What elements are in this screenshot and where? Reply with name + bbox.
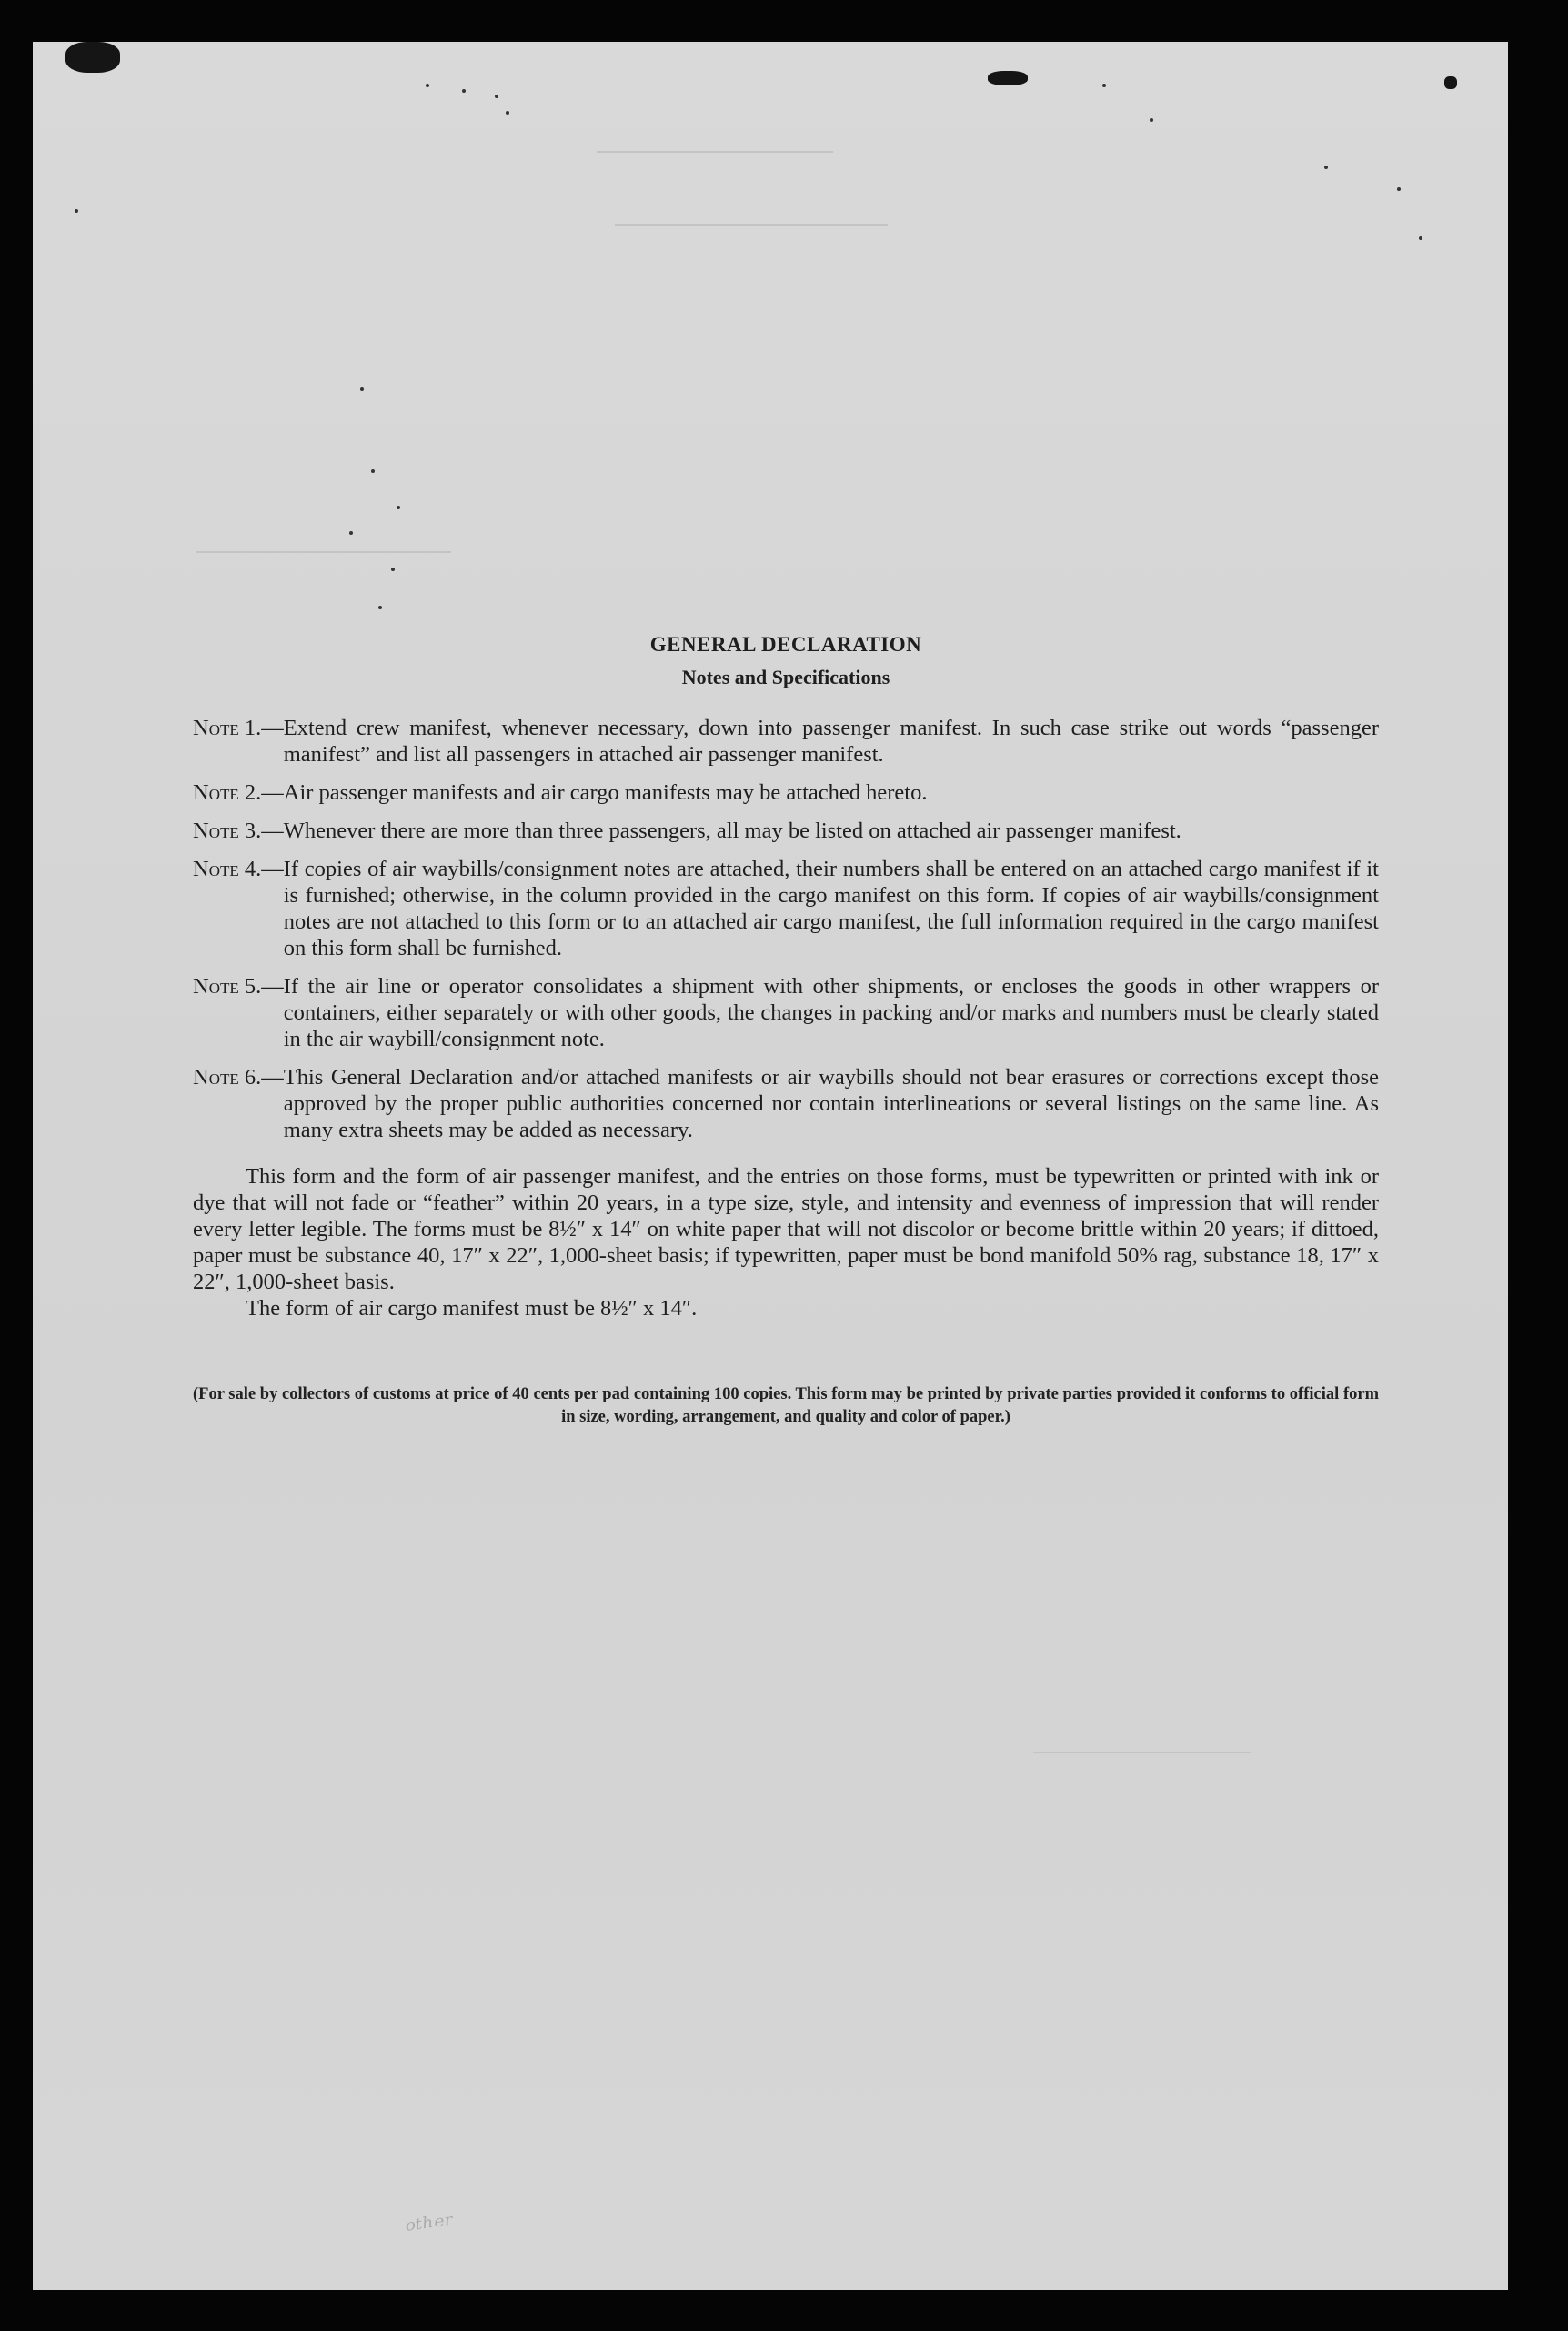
speck	[1324, 166, 1328, 169]
ink-blot	[1444, 76, 1457, 89]
speck	[495, 95, 498, 98]
handwritten-mark: ᵒᵗʰᵉʳ	[403, 2208, 457, 2247]
note-label: Note 6.—	[193, 1065, 284, 1090]
note-text: If copies of air waybills/consignment notes are attached, their numbers shall be entered on an attached cargo manifest if it is furnished; otherwise, in the column provided in the cargo manifest on this form. If copies of air waybills/consignment notes are not attached to this form or to an attached air cargo manifest, the full information required in the cargo manifest on this form shall be furnished.	[283, 857, 1379, 960]
speck	[462, 89, 466, 93]
note-text: This General Declaration and/or attached manifests or air waybills should not bear erasures or corrections except those approved by the proper public authorities concerned nor contain interlineations or several listings on the same line. As many extra sheets may be added as necessary.	[283, 1065, 1379, 1142]
note-label: Note 1.—	[193, 716, 284, 740]
speck	[1397, 187, 1401, 191]
bleed-through-line	[615, 224, 888, 226]
cargo-form-size: The form of air cargo manifest must be 8½″ x 14″.	[246, 1296, 698, 1321]
note-1	[193, 715, 1379, 768]
note-text: Extend crew manifest, whenever necessary, down into passenger manifest. In such case strike out words “passenger manifest” and list all passengers in attached air passenger manifest.	[283, 716, 1379, 767]
speck	[1150, 118, 1153, 122]
note-label: Note 2.—	[193, 780, 284, 805]
note-2	[193, 779, 1379, 806]
bleed-through-line	[196, 551, 451, 553]
speck	[360, 387, 364, 391]
speck	[75, 209, 78, 213]
document-page	[33, 42, 1508, 2290]
notes-list	[193, 715, 1379, 1143]
note-label: Note 4.—	[193, 857, 284, 881]
note-3	[193, 818, 1379, 844]
note-text: If the air line or operator consolidates a shipment with other shipments, or encloses the goods in other wrappers or containers, either separately or with other goods, the changes in packing and/or marks and numbers must be clearly stated in the air waybill/consignment note.	[283, 974, 1379, 1051]
speck	[371, 469, 375, 473]
speck	[1102, 84, 1106, 87]
note-text: Whenever there are more than three passengers, all may be listed on attached air passenger manifest.	[283, 819, 1181, 843]
note-4	[193, 856, 1379, 961]
speck	[378, 606, 382, 609]
sale-notice: (For sale by collectors of customs at price of 40 cents per pad containing 100 copies. This form may be printed by private parties provided it conforms to official form in size, wording, arrangement, and quality and color of paper.)	[193, 1385, 1379, 1426]
ink-blot	[988, 71, 1028, 85]
declaration-content	[193, 633, 1379, 1429]
form-specification: This form and the form of air passenger manifest, and the entries on those forms, must be typewritten or printed with ink or dye that will not fade or “feather” within 20 years, in a type size, style, and intensity and evenness of impression that will render every letter legible. The forms must be 8½″ x 14″ on white paper that will not discolor or become brittle within 20 years; if dittoed, paper must be substance 40, 17″ x 22″, 1,000-sheet basis; if typewritten, paper must be bond manifold 50% rag, substance 18, 17″ x 22″, 1,000-sheet basis.	[193, 1164, 1379, 1294]
note-text: Air passenger manifests and air cargo manifests may be attached hereto.	[283, 780, 928, 805]
note-label: Note 3.—	[193, 819, 284, 843]
speck	[1419, 236, 1422, 240]
note-5	[193, 973, 1379, 1052]
note-label: Note 5.—	[193, 974, 284, 999]
bleed-through-line	[1033, 1752, 1251, 1753]
document-subtitle: Notes and Specifications	[681, 666, 890, 688]
speck	[391, 568, 395, 571]
note-6	[193, 1064, 1379, 1143]
speck	[426, 84, 429, 87]
bleed-through-line	[597, 151, 833, 153]
speck	[349, 531, 353, 535]
document-title: GENERAL DECLARATION	[649, 633, 922, 656]
speck	[397, 506, 400, 509]
speck	[506, 111, 509, 115]
ink-blot	[65, 42, 120, 73]
